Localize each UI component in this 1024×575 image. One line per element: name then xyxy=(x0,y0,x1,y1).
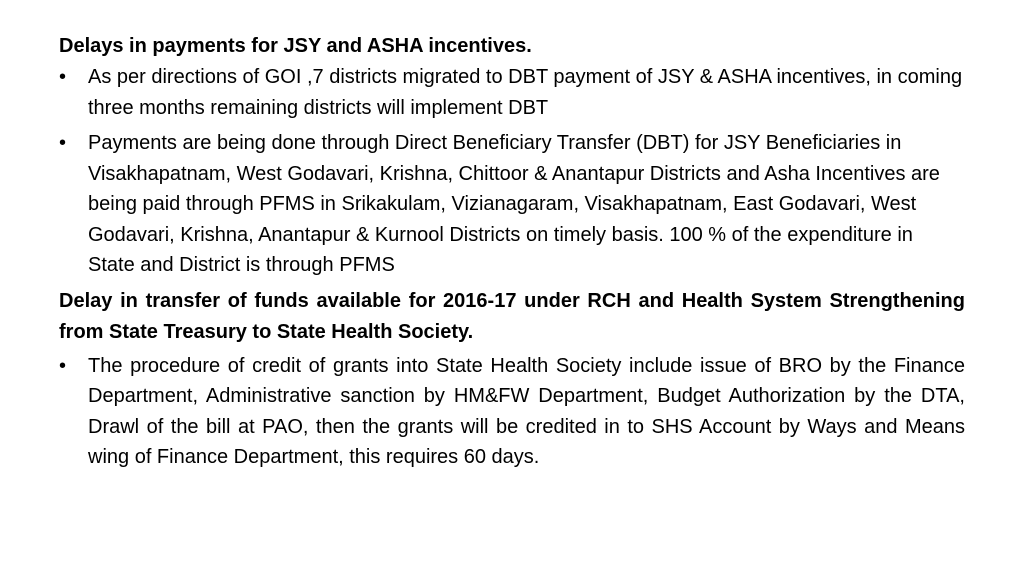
bullet-item-dbt-migration xyxy=(59,62,965,123)
section-heading-jsy-asha: Delays in payments for JSY and ASHA incentives. xyxy=(59,35,532,57)
section-heading-fund-transfer: Delay in transfer of funds available for 2016-17 under RCH and Health System Strengthening from State Treasury to State Health Society. xyxy=(59,289,965,343)
bullet-icon: • xyxy=(59,66,67,88)
bullet-text: As per directions of GOI ,7 districts migrated to DBT payment of JSY & ASHA incentives, in coming three months remaining districts will implement DBT xyxy=(88,66,963,119)
bullet-text: Payments are being done through Direct Beneficiary Transfer (DBT) for JSY Beneficiaries in Visakhapatnam, West Godavari, Krishna, Chittoor & Anantapur Districts and Asha Incentives are being paid through PFMS in Srikakulam, Vizianagaram, Visakhapatnam, East Godavari, West Godavari, Krishna, Anantapur & Kurnool Districts on timely basis. 100 % of the expenditure in State and District is through PFMS xyxy=(88,132,940,276)
bullet-list-fund-transfer xyxy=(59,351,965,473)
bullet-icon: • xyxy=(59,132,67,154)
bullet-item-dbt-payments xyxy=(59,128,965,281)
bullet-list-jsy-asha xyxy=(59,62,965,281)
slide-content xyxy=(59,31,965,478)
bullet-item-grant-procedure xyxy=(59,351,965,473)
bullet-text: The procedure of credit of grants into State Health Society include issue of BRO by the Finance Department, Administrative sanction by HM&FW Department, Budget Authorization by the DTA, Drawl of the bill at PAO, then the grants will be credited in to SHS Account by Ways and Means wing of Finance Department, this requires 60 days. xyxy=(88,354,965,468)
bullet-icon: • xyxy=(59,354,67,377)
